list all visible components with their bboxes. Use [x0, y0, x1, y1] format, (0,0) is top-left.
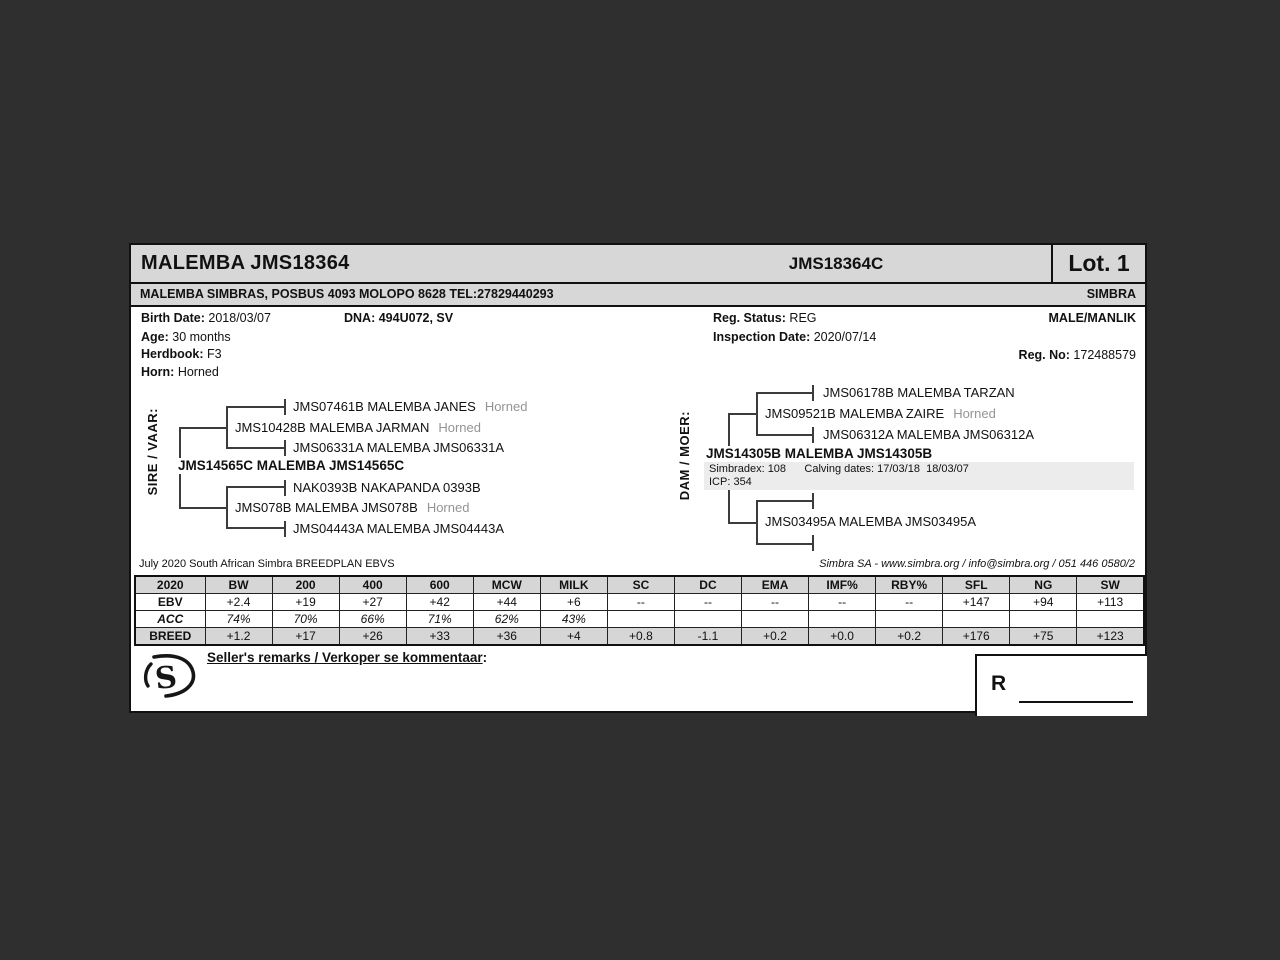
ebv-cell [943, 611, 1010, 628]
pedigree-connector [756, 500, 814, 502]
catalog-page [129, 243, 1147, 713]
horn [141, 365, 219, 379]
ebv-table [134, 575, 1145, 646]
ebv-col-header: SW [1077, 576, 1144, 594]
ebv-cell: +0.0 [809, 628, 876, 646]
pedigree-connector [812, 493, 814, 509]
ebv-col-header: NG [1010, 576, 1077, 594]
sex-label: MALE/MANLIK [1048, 311, 1136, 325]
breed-tag: SIMBRA [1086, 287, 1136, 301]
dna-label: DNA: [344, 311, 376, 325]
sire-sire [233, 420, 483, 436]
birth-date-value: 2018/03/07 [208, 311, 271, 325]
ebv-col-header: BW [205, 576, 272, 594]
ebv-cell: -- [809, 594, 876, 611]
ebv-cell: +2.4 [205, 594, 272, 611]
pedigree-connector [226, 527, 286, 529]
ebv-cell: 74% [205, 611, 272, 628]
sire-grandsire-paternal [291, 399, 529, 415]
pedigree-connector [812, 385, 814, 401]
ebv-cell [876, 611, 943, 628]
herdbook-value: F3 [206, 347, 222, 361]
sire-grandsire-maternal [291, 480, 483, 496]
lot-number [1051, 245, 1145, 282]
ebv-cell: -- [607, 594, 674, 611]
ebv-cell: +36 [473, 628, 540, 646]
ebv-col-header: SC [607, 576, 674, 594]
breeder-band [131, 284, 1145, 307]
ebv-col-header: RBY% [876, 576, 943, 594]
ebv-cell: +42 [406, 594, 473, 611]
pedigree-connector [756, 543, 814, 545]
ebv-cell: +6 [540, 594, 607, 611]
pedigree-connector [284, 480, 286, 496]
ebv-cell: +1.2 [205, 628, 272, 646]
dam-name: JMS14305B MALEMBA JMS14305B [706, 446, 933, 461]
ebv-row-label: ACC [135, 611, 205, 628]
horn-status: Horned [953, 406, 996, 421]
ebv-cell [674, 611, 741, 628]
dam-stats-box [704, 462, 1134, 490]
pedigree-connector [728, 522, 756, 524]
animal-title: MALEMBA JMS18364 [141, 252, 350, 274]
horn-status: Horned [484, 399, 528, 414]
ebv-cell: +123 [1077, 628, 1144, 646]
ebv-table-wrap [134, 575, 1145, 646]
ebv-col-header: DC [674, 576, 741, 594]
animal-name: JMS078B MALEMBA JMS078B [235, 500, 418, 515]
ebv-col-header: 600 [406, 576, 473, 594]
ebv-row-label: EBV [135, 594, 205, 611]
animal-name: JMS06312A MALEMBA JMS06312A [823, 427, 1035, 442]
reg-no [1019, 348, 1136, 362]
dam-dam [763, 514, 978, 530]
ebv-col-header: 200 [272, 576, 339, 594]
ebv-caption: July 2020 South African Simbra BREEDPLAN EBVS [139, 558, 395, 570]
animal-name: JMS10428B MALEMBA JARMAN [235, 420, 430, 435]
animal-name: NAK0393B NAKAPANDA 0393B [293, 480, 481, 495]
ebv-cell: +113 [1077, 594, 1144, 611]
pedigree-connector [179, 507, 226, 509]
simbra-logo [139, 649, 197, 706]
ebv-col-header: SFL [943, 576, 1010, 594]
animal-name: JMS07461B MALEMBA JANES [293, 399, 476, 414]
ebv-cell: +44 [473, 594, 540, 611]
ebv-cell: 66% [339, 611, 406, 628]
horn-value: Horned [177, 365, 219, 379]
ebv-cell: -1.1 [674, 628, 741, 646]
pedigree-connector [226, 406, 286, 408]
ebv-cell [742, 611, 809, 628]
lot-label: Lot. 1 [1068, 250, 1130, 276]
ebv-cell: +17 [272, 628, 339, 646]
breeder-address: MALEMBA SIMBRAS, POSBUS 4093 MOLOPO 8628 TEL:27829440293 [140, 287, 554, 301]
ebv-cell [1077, 611, 1144, 628]
pedigree-connector [756, 393, 758, 436]
ebv-cell: +94 [1010, 594, 1077, 611]
seller-remarks-heading [207, 650, 487, 665]
ebv-cell: 71% [406, 611, 473, 628]
sire-dam [233, 500, 471, 516]
ebv-cell: +75 [1010, 628, 1077, 646]
ebv-cell: +0.2 [742, 628, 809, 646]
reg-no-value: 172488579 [1073, 348, 1136, 362]
ebv-row-label: BREED [135, 628, 205, 646]
inspection-date-label: Inspection Date: [713, 330, 811, 344]
dna-value: 494U072, SV [378, 311, 454, 325]
pedigree-connector [179, 427, 226, 429]
ebv-col-header: EMA [742, 576, 809, 594]
sire-group-label: SIRE / VAAR: [145, 408, 160, 496]
animal-name: JMS06331A MALEMBA JMS06331A [293, 440, 505, 455]
birth-date-label: Birth Date: [141, 311, 205, 325]
ebv-cell: +147 [943, 594, 1010, 611]
pedigree-connector [756, 392, 814, 394]
currency-symbol: R [991, 672, 1007, 695]
pedigree-connector [756, 501, 758, 545]
price-box [975, 654, 1147, 716]
horn-status: Horned [438, 420, 481, 435]
ebv-cell: -- [674, 594, 741, 611]
ebv-col-header: IMF% [809, 576, 876, 594]
age [141, 330, 231, 344]
ebv-col-header: MILK [540, 576, 607, 594]
pedigree-connector [226, 407, 228, 449]
reg-status-label: Reg. Status: [713, 311, 786, 325]
ebv-contact: Simbra SA - www.simbra.org / info@simbra.org / 051 446 0580/2 [819, 558, 1135, 570]
animal-id: JMS18364C [788, 254, 884, 273]
title-band [131, 245, 1145, 284]
ebv-cell: +33 [406, 628, 473, 646]
ebv-cell: -- [742, 594, 809, 611]
ebv-cell: +0.2 [876, 628, 943, 646]
dam-group-label: DAM / MOER: [677, 411, 692, 501]
inspection-date-value: 2020/07/14 [813, 330, 877, 344]
animal-name: JMS03495A MALEMBA JMS03495A [765, 514, 977, 529]
animal-name: JMS09521B MALEMBA ZAIRE [765, 406, 945, 421]
sire-granddam-paternal [291, 440, 506, 456]
dna [344, 311, 453, 325]
inspection-date [713, 330, 876, 344]
pedigree-connector [284, 440, 286, 456]
ebv-cell: +27 [339, 594, 406, 611]
pedigree-connector [284, 399, 286, 415]
ebv-cell [607, 611, 674, 628]
sire-granddam-maternal [291, 521, 506, 537]
s-logo-icon [139, 649, 197, 701]
pedigree-connector [812, 535, 814, 551]
ebv-cell: -- [876, 594, 943, 611]
seller-remarks-label: Seller's remarks / Verkoper se kommentaar [207, 650, 483, 665]
animal-name: JMS04443A MALEMBA JMS04443A [293, 521, 505, 536]
age-value: 30 months [172, 330, 231, 344]
pedigree-connector [226, 447, 286, 449]
pedigree-connector [728, 413, 756, 415]
dam-grandsire-paternal [821, 385, 1017, 401]
ebv-year-header: 2020 [135, 576, 205, 594]
ebv-table-body [135, 594, 1144, 646]
reg-status [713, 311, 817, 325]
ebv-col-header: 400 [339, 576, 406, 594]
reg-status-value: REG [789, 311, 817, 325]
herdbook [141, 347, 222, 361]
ebv-cell: +176 [943, 628, 1010, 646]
dam-simbradex-calving: Simbradex: 108 Calving dates: 17/03/18 18/03/07 [709, 463, 969, 475]
ebv-row-breed [135, 628, 1144, 646]
ebv-col-header: MCW [473, 576, 540, 594]
horn-label: Horn: [141, 365, 175, 379]
seller-remarks-colon: : [482, 650, 488, 665]
ebv-cell: +26 [339, 628, 406, 646]
herdbook-label: Herdbook: [141, 347, 204, 361]
ebv-cell: 43% [540, 611, 607, 628]
ebv-table-head [135, 576, 1144, 594]
pedigree-connector [226, 487, 228, 529]
ebv-row-ebv [135, 594, 1144, 611]
ebv-row-acc [135, 611, 1144, 628]
animal-name: JMS06178B MALEMBA TARZAN [823, 385, 1015, 400]
pedigree-connector [812, 427, 814, 443]
sire-name: JMS14565C MALEMBA JMS14565C [178, 458, 405, 473]
birth-date [141, 311, 271, 325]
svg-text:S: S [153, 659, 179, 697]
pedigree-connector [756, 434, 814, 436]
ebv-cell: 70% [272, 611, 339, 628]
pedigree-connector [226, 486, 286, 488]
pedigree-connector [284, 521, 286, 537]
ebv-cell: 62% [473, 611, 540, 628]
ebv-cell [1010, 611, 1077, 628]
reg-no-label: Reg. No: [1018, 348, 1070, 362]
ebv-cell: +0.8 [607, 628, 674, 646]
dam-sire [763, 406, 998, 422]
dam-granddam-paternal [821, 427, 1036, 443]
age-label: Age: [141, 330, 169, 344]
horn-status: Horned [426, 500, 470, 515]
ebv-cell: +4 [540, 628, 607, 646]
ebv-cell [809, 611, 876, 628]
price-blank-line [1019, 701, 1133, 703]
dam-icp: ICP: 354 [709, 476, 752, 488]
ebv-cell: +19 [272, 594, 339, 611]
